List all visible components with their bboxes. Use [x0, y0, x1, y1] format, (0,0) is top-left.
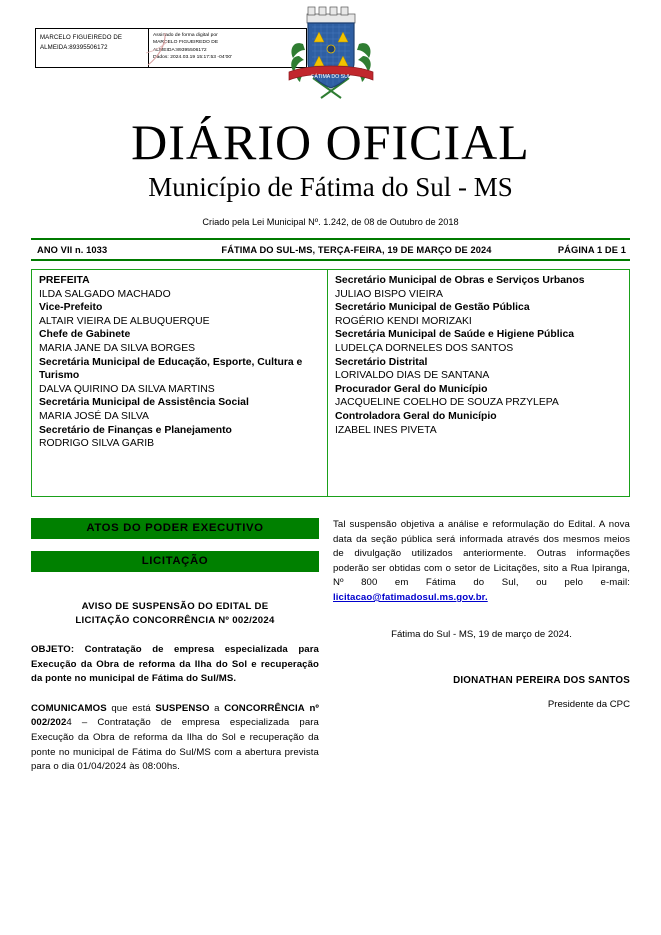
- comunicamos-text-2: a: [209, 702, 225, 714]
- signature-name-block: [36, 29, 149, 67]
- official-name: ROGÉRIO KENDI MORIZAKI: [335, 315, 472, 327]
- right-content-column: [333, 518, 630, 775]
- coat-of-arms-icon: [279, 0, 383, 104]
- official-entry: [39, 356, 321, 397]
- official-name: LUDELÇA DORNELES DOS SANTOS: [335, 342, 514, 354]
- officials-column-right: [328, 270, 629, 496]
- official-entry: [335, 301, 623, 328]
- official-role: Procurador Geral do Município: [335, 383, 488, 395]
- official-name: ALTAIR VIEIRA DE ALBUQUERQUE: [39, 315, 210, 327]
- official-role: Vice-Prefeito: [39, 302, 103, 314]
- official-entry: [335, 383, 623, 410]
- content-columns: [31, 518, 630, 775]
- signature-detail-line3: ALMEIDA:89395506172: [153, 47, 207, 53]
- section-banner-bidding: LICITAÇÃO: [31, 551, 319, 572]
- official-name: MARIA JOSÉ DA SILVA: [39, 410, 149, 422]
- comunicamos-text-3: 4 – Contratação de empresa especializada para Execução da Obra de reforma da Ilha do Sol e recuperação da ponte no municipal de Fátima do Sul/MS com a abertura prevista para o dia 01/04/2024 às 08:00hs.: [31, 717, 319, 773]
- official-role: Secretário Municipal de Obras e Serviços Urbanos: [335, 275, 585, 286]
- article-title-line2: LICITAÇÃO CONCORRÊNCIA Nº 002/2024: [75, 615, 275, 626]
- signature-detail-line4: Dados: 2024.03.19 15:17:53 -04'00': [153, 55, 233, 61]
- signature-name-line1: MARCELO FIGUEIREDO DE: [40, 34, 123, 41]
- signature-name-line2: ALMEIDA:89395506172: [40, 43, 108, 51]
- official-role: Secretária Municipal de Assistência Social: [39, 397, 249, 409]
- digital-signature-box: [35, 28, 307, 68]
- crest-banner-text: FÁTIMA DO SUL: [310, 74, 351, 80]
- official-entry: [335, 328, 623, 355]
- officials-column-left: [32, 270, 328, 496]
- issue-date: FÁTIMA DO SUL-MS, TERÇA-FEIRA, 19 DE MARÇO DE 2024: [221, 244, 492, 255]
- issue-info-bar: [31, 238, 630, 261]
- official-entry: [39, 274, 321, 301]
- official-role: Secretário de Finanças e Planejamento: [39, 424, 232, 436]
- official-entry: [39, 396, 321, 423]
- objeto-text: Contratação de empresa especializada para Execução da Obra de reforma da Ilha do Sol e recuperação da ponte no municipal de Fátima do Sul/MS.: [31, 644, 319, 685]
- concorrencia-number: nº 002/202: [31, 702, 320, 729]
- official-name: ILDA SALGADO MACHADO: [39, 288, 171, 300]
- officials-box: [31, 269, 630, 497]
- section-banner-executive: ATOS DO PODER EXECUTIVO: [31, 518, 319, 539]
- suspension-detail-paragraph: [333, 518, 630, 606]
- official-role: Chefe de Gabinete: [39, 329, 131, 341]
- signature-detail-line1: Assinado de forma digital por: [153, 33, 218, 38]
- document-header: [31, 0, 630, 95]
- official-entry: [335, 410, 623, 437]
- official-role: Secretária Municipal de Educação, Esporte, Cultura e Turismo: [39, 356, 303, 382]
- official-entry: [335, 356, 623, 383]
- official-name: RODRIGO SILVA GARIB: [39, 438, 155, 450]
- signer-name: DIONATHAN PEREIRA DOS SANTOS: [453, 674, 630, 686]
- official-name: LORIVALDO DIAS DE SANTANA: [335, 370, 490, 382]
- official-entry: [335, 274, 623, 301]
- masthead-subtitle: Município de Fátima do Sul - MS: [148, 172, 513, 202]
- article-title-line1: AVISO DE SUSPENSÃO DO EDITAL DE: [81, 601, 269, 612]
- signer-role: Presidente da CPC: [547, 698, 630, 710]
- official-name: JULIAO BISPO VIEIRA: [335, 288, 443, 300]
- official-role: Secretário Distrital: [335, 356, 428, 368]
- official-role: Secretária Municipal de Saúde e Higiene Pública: [335, 329, 575, 341]
- issue-number: ANO VII n. 1033: [37, 244, 108, 255]
- masthead: [31, 115, 630, 229]
- document-place-date: Fátima do Sul - MS, 19 de março de 2024.: [391, 628, 572, 640]
- official-name: MARIA JANE DA SILVA BORGES: [39, 342, 196, 354]
- comunicamos-text-1: que está: [106, 702, 156, 714]
- comunicamos-keyword: COMUNICAMOS: [31, 702, 107, 714]
- official-name: IZABEL INES PIVETA: [335, 424, 437, 436]
- suspenso-keyword: SUSPENSO: [155, 702, 210, 714]
- official-name: DALVA QUIRINO DA SILVA MARTINS: [39, 383, 215, 395]
- signature-detail-line2: MARCELO FIGUEIREDO DE: [153, 40, 219, 46]
- page-indicator: PÁGINA 1 DE 1: [557, 244, 626, 255]
- article-objeto-paragraph: [31, 643, 319, 687]
- concorrencia-keyword: CONCORRÊNCIA: [224, 702, 305, 714]
- official-entry: [39, 328, 321, 355]
- official-entry: [39, 301, 321, 328]
- official-role: Controladora Geral do Município: [335, 410, 497, 422]
- article-title: [31, 600, 319, 628]
- suspension-detail-text: Tal suspensão objetiva a análise e reformulação do Edital. A nova data da seção pública será informada através dos mesmos meios de divulgação utilizados anteriormente. Outras informações poderão ser obtidas com o setor de Licitações, sito a Rua Ipiranga, Nº 800 em Fátima do Sul, ou pelo e-mail:: [333, 519, 630, 589]
- objeto-label: OBJETO:: [31, 644, 75, 655]
- masthead-law-reference: Criado pela Lei Municipal Nº. 1.242, de 08 de Outubro de 2018: [202, 217, 459, 227]
- page-title: DIÁRIO OFICIAL: [131, 114, 530, 170]
- official-entry: [39, 424, 321, 451]
- official-role: PREFEITA: [39, 275, 90, 286]
- official-name: JACQUELINE COELHO DE SOUZA PRZYLEPA: [335, 397, 559, 409]
- article-comunicamos-paragraph: [31, 702, 319, 775]
- left-content-column: [31, 518, 319, 775]
- official-role: Secretário Municipal de Gestão Pública: [335, 302, 530, 314]
- contact-email-link[interactable]: licitacao@fatimadosul.ms.gov.br.: [333, 591, 488, 603]
